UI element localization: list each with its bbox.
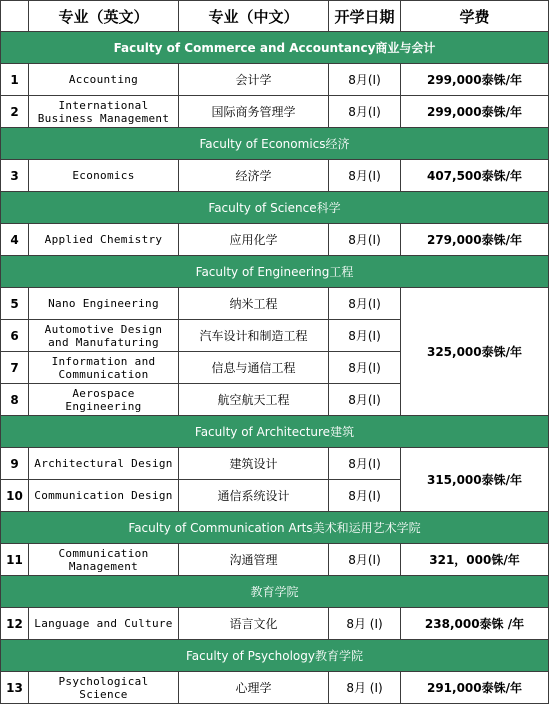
table-row	[1, 544, 549, 576]
row-number: 11	[1, 544, 29, 576]
major-cn: 通信系统设计	[179, 480, 329, 512]
start-date: 8月(I)	[329, 352, 401, 384]
major-cn: 经济学	[179, 160, 329, 192]
major-cn: 纳米工程	[179, 288, 329, 320]
header-tuition: 学费	[401, 1, 549, 32]
start-date: 8月(I)	[329, 480, 401, 512]
row-number: 3	[1, 160, 29, 192]
row-number: 7	[1, 352, 29, 384]
start-date: 8月(I)	[329, 384, 401, 416]
row-number: 10	[1, 480, 29, 512]
section-title: 教育学院	[1, 576, 549, 608]
major-en: Nano Engineering	[29, 288, 179, 320]
tuition-fee: 299,000泰铢/年	[401, 64, 549, 96]
major-cn: 沟通管理	[179, 544, 329, 576]
major-en: Communication Design	[29, 480, 179, 512]
table-row	[1, 672, 549, 704]
row-number: 4	[1, 224, 29, 256]
section-science	[1, 192, 549, 224]
major-en: Economics	[29, 160, 179, 192]
major-en: Information and Communication	[29, 352, 179, 384]
table-row	[1, 288, 549, 320]
major-cn: 航空航天工程	[179, 384, 329, 416]
major-en: Communication Management	[29, 544, 179, 576]
section-title: Faculty of Commerce and Accountancy商业与会计	[1, 32, 549, 64]
major-cn: 心理学	[179, 672, 329, 704]
table-row	[1, 160, 549, 192]
section-economics	[1, 128, 549, 160]
section-title: Faculty of Science科学	[1, 192, 549, 224]
major-en: Aerospace Engineering	[29, 384, 179, 416]
row-number: 8	[1, 384, 29, 416]
start-date: 8月(I)	[329, 224, 401, 256]
major-cn: 应用化学	[179, 224, 329, 256]
start-date: 8月(I)	[329, 96, 401, 128]
tuition-fee: 279,000泰铢/年	[401, 224, 549, 256]
start-date: 8月(I)	[329, 320, 401, 352]
header-row	[1, 1, 549, 32]
header-start-date: 开学日期	[329, 1, 401, 32]
table-row	[1, 96, 549, 128]
start-date: 8月(I)	[329, 160, 401, 192]
row-number: 9	[1, 448, 29, 480]
row-number: 12	[1, 608, 29, 640]
major-en: Architectural Design	[29, 448, 179, 480]
section-architecture	[1, 416, 549, 448]
start-date: 8月(I)	[329, 64, 401, 96]
tuition-fee: 299,000泰铢/年	[401, 96, 549, 128]
tuition-fee: 321，000铢/年	[401, 544, 549, 576]
start-date: 8月 (I)	[329, 672, 401, 704]
major-en: Applied Chemistry	[29, 224, 179, 256]
major-en: Psychological Science	[29, 672, 179, 704]
section-education	[1, 576, 549, 608]
tuition-fee: 407,500泰铢/年	[401, 160, 549, 192]
major-en: Language and Culture	[29, 608, 179, 640]
major-cn: 信息与通信工程	[179, 352, 329, 384]
section-engineering	[1, 256, 549, 288]
header-number	[1, 1, 29, 32]
section-title: Faculty of Architecture建筑	[1, 416, 549, 448]
start-date: 8月(I)	[329, 448, 401, 480]
major-cn: 建筑设计	[179, 448, 329, 480]
major-cn: 会计学	[179, 64, 329, 96]
tuition-fee: 325,000泰铢/年	[401, 288, 549, 416]
section-psychology	[1, 640, 549, 672]
section-title: Faculty of Psychology教育学院	[1, 640, 549, 672]
table-row	[1, 608, 549, 640]
section-communication-arts	[1, 512, 549, 544]
table-row	[1, 224, 549, 256]
tuition-fee: 291,000泰铢/年	[401, 672, 549, 704]
major-en: Accounting	[29, 64, 179, 96]
section-title: Faculty of Economics经济	[1, 128, 549, 160]
major-cn: 语言文化	[179, 608, 329, 640]
major-en: International Business Management	[29, 96, 179, 128]
start-date: 8月(I)	[329, 288, 401, 320]
tuition-fee: 315,000泰铢/年	[401, 448, 549, 512]
major-cn: 国际商务管理学	[179, 96, 329, 128]
row-number: 5	[1, 288, 29, 320]
row-number: 2	[1, 96, 29, 128]
major-en: Automotive Design and Manufaturing	[29, 320, 179, 352]
row-number: 13	[1, 672, 29, 704]
header-major-en: 专业（英文）	[29, 1, 179, 32]
start-date: 8月 (I)	[329, 608, 401, 640]
header-major-cn: 专业（中文）	[179, 1, 329, 32]
row-number: 1	[1, 64, 29, 96]
table-row	[1, 64, 549, 96]
row-number: 6	[1, 320, 29, 352]
section-title: Faculty of Engineering工程	[1, 256, 549, 288]
major-cn: 汽车设计和制造工程	[179, 320, 329, 352]
section-commerce	[1, 32, 549, 64]
table-row	[1, 448, 549, 480]
section-title: Faculty of Communication Arts美术和运用艺术学院	[1, 512, 549, 544]
tuition-fee: 238,000泰铢 /年	[401, 608, 549, 640]
start-date: 8月(I)	[329, 544, 401, 576]
